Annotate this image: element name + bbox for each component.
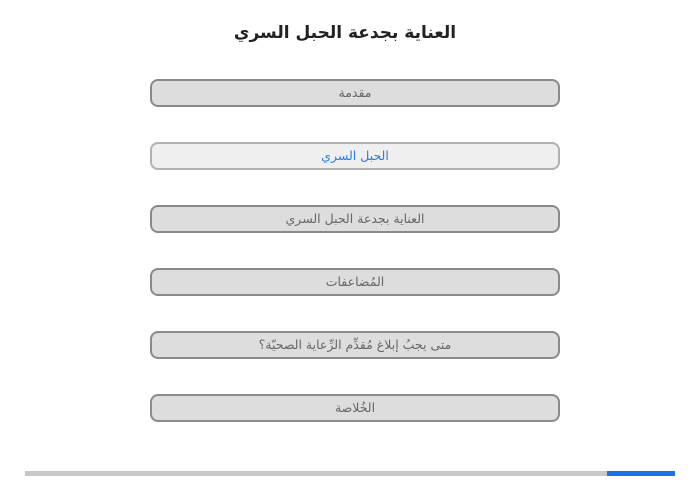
nav-button-introduction[interactable]: مقدمة [150, 79, 560, 107]
nav-button-when-to-call-provider[interactable]: متى يجبُ إبلاغ مُقدِّم الرِّعاية الصحيّة؟ [150, 331, 560, 359]
progress-bar [25, 471, 675, 476]
section-navigation [150, 79, 560, 457]
page-title: العناية بجدعة الحبل السري [233, 23, 457, 44]
nav-button-umbilical-cord[interactable]: الحبل السري [150, 142, 560, 170]
progress-bar-fill [607, 471, 675, 476]
nav-button-stump-care[interactable]: العناية بجدعة الحبل السري [150, 205, 560, 233]
nav-button-summary[interactable]: الخُلاصة [150, 394, 560, 422]
nav-button-complications[interactable]: المُضاعفات [150, 268, 560, 296]
